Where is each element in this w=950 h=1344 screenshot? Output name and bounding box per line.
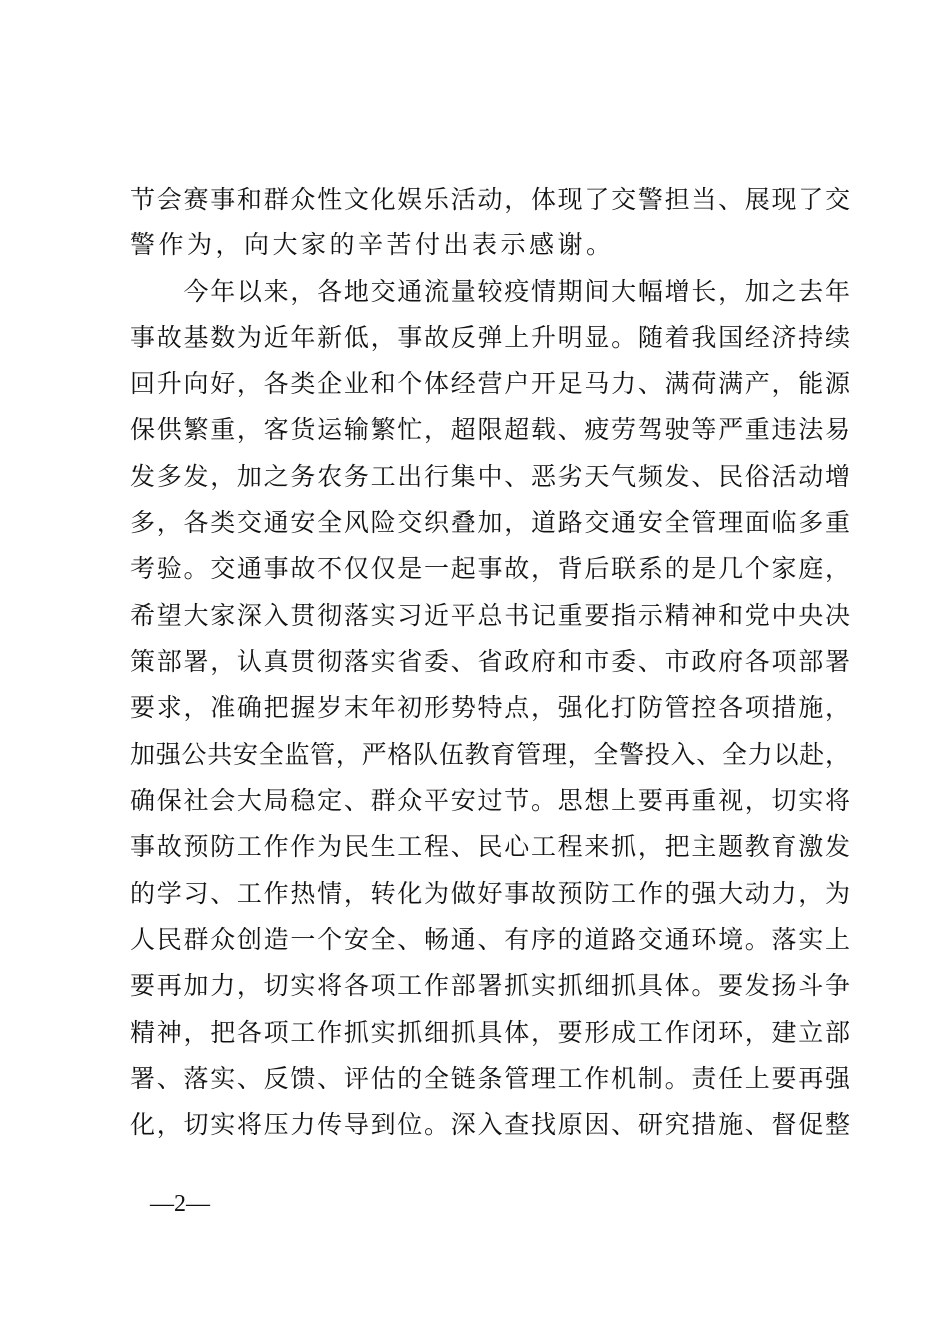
text-line: 的学习、工作热情，转化为做好事故预防工作的强大动力，为 [130,879,850,908]
text-line: 要再加力，切实将各项工作部署抓实抓细抓具体。要发扬斗争 [130,971,850,1000]
text-line: 精神，把各项工作抓实抓细抓具体，要形成工作闭环，建立部 [130,1018,850,1047]
text-line: 事故基数为近年新低，事故反弹上升明显。随着我国经济持续 [130,323,850,352]
page-number: —2— [150,1191,210,1217]
text-line: 发多发，加之务农务工出行集中、恶劣天气频发、民俗活动增 [130,462,850,491]
text-line: 考验。交通事故不仅仅是一起事故，背后联系的是几个家庭， [130,554,850,583]
text-line: 警作为，向大家的辛苦付出表示感谢。 [130,230,615,259]
text-line: 保供繁重，客货运输繁忙，超限超载、疲劳驾驶等严重违法易 [130,415,850,444]
text-line: 确保社会大局稳定、群众平安过节。思想上要再重视，切实将 [130,786,850,815]
text-line: 事故预防工作作为民生工程、民心工程来抓，把主题教育激发 [130,832,850,861]
text-line: 署、落实、反馈、评估的全链条管理工作机制。责任上要再强 [130,1064,850,1093]
text-line: 策部署，认真贯彻落实省委、省政府和市委、市政府各项部署 [130,647,850,676]
text-line: 多，各类交通安全风险交织叠加，道路交通安全管理面临多重 [130,508,850,537]
text-line: 希望大家深入贯彻落实习近平总书记重要指示精神和党中央决 [130,601,850,630]
text-line: 加强公共安全监管，严格队伍教育管理，全警投入、全力以赴， [130,740,850,769]
text-line: 节会赛事和群众性文化娱乐活动，体现了交警担当、展现了交 [130,185,850,214]
text-line: 人民群众创造一个安全、畅通、有序的道路交通环境。落实上 [130,925,850,954]
text-line: 化，切实将压力传导到位。深入查找原因、研究措施、督促整 [130,1110,850,1139]
text-line: 回升向好，各类企业和个体经营户开足马力、满荷满产，能源 [130,369,850,398]
text-line: 要求，准确把握岁末年初形势特点，强化打防管控各项措施， [130,693,850,722]
text-line: 今年以来，各地交通流量较疫情期间大幅增长，加之去年 [130,277,850,306]
